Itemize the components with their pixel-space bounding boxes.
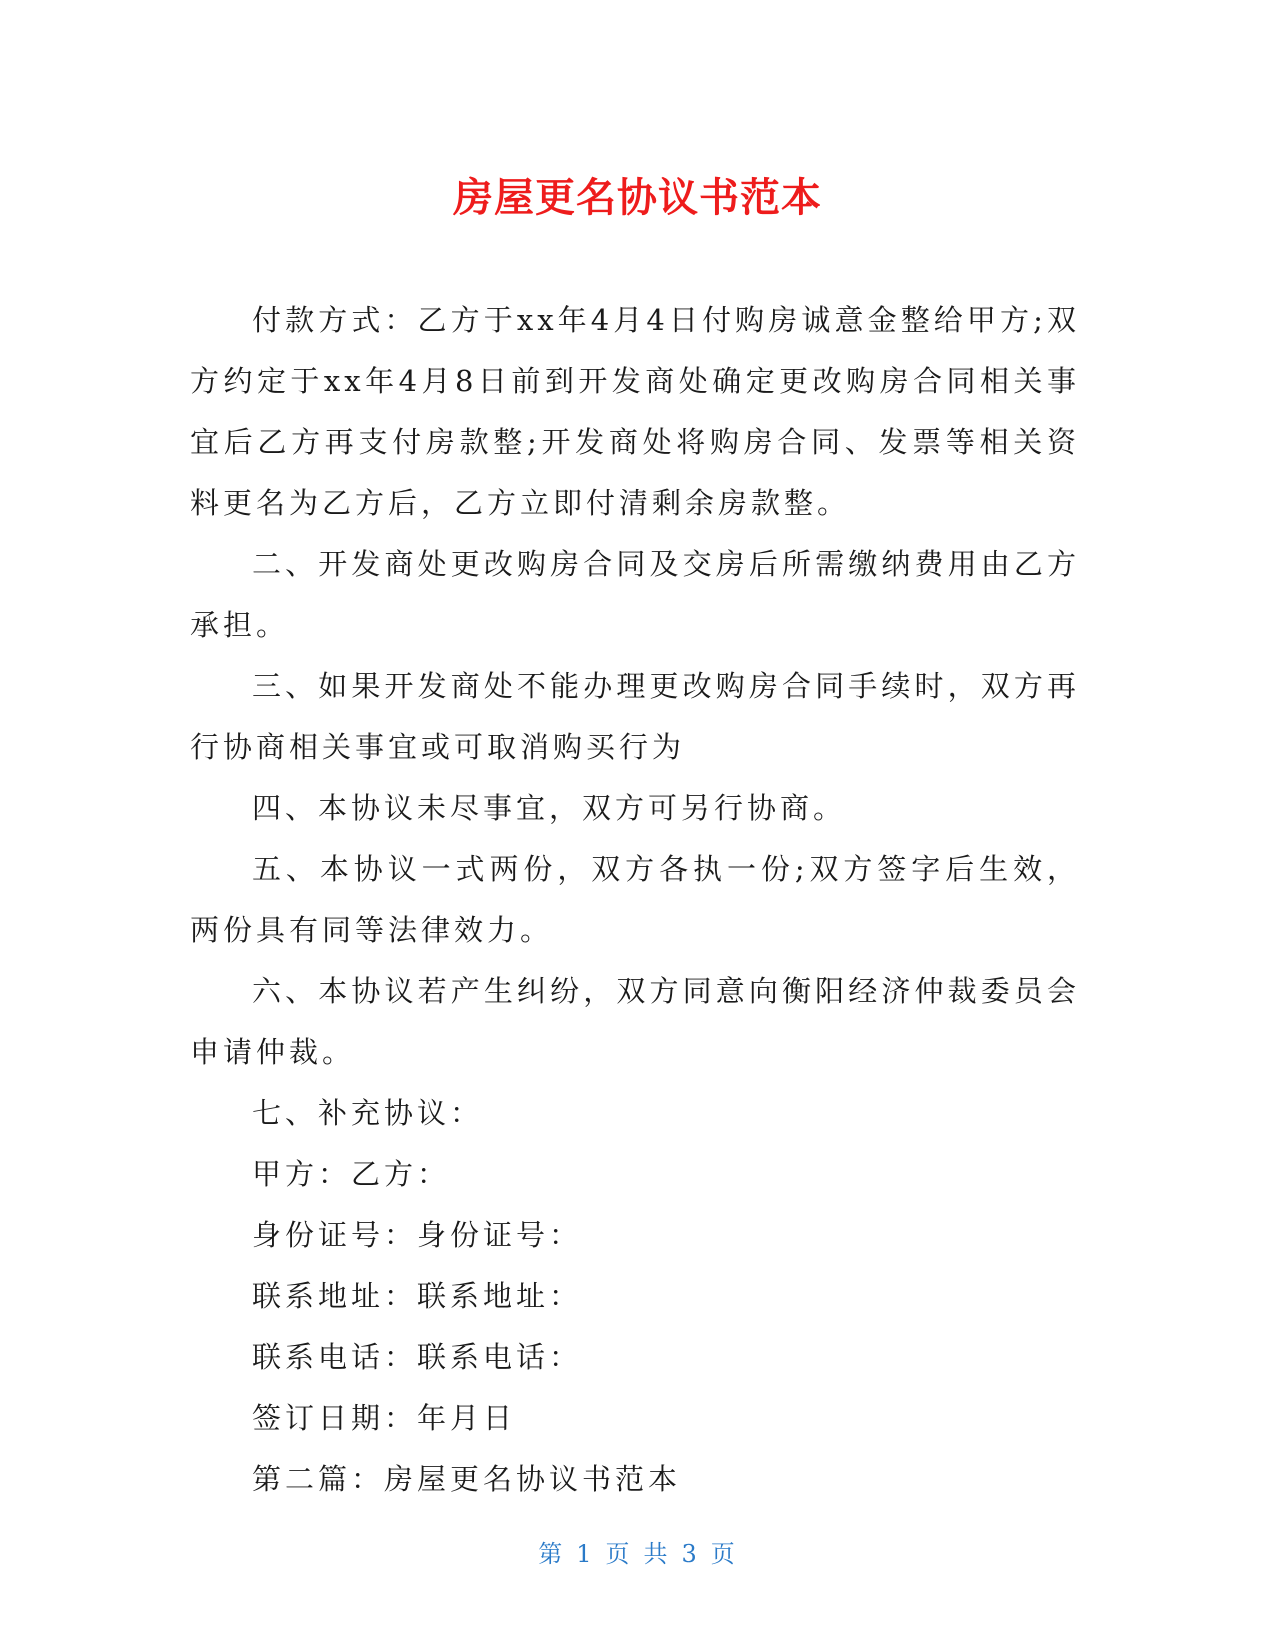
footer-total-suffix: 页 <box>710 1540 737 1568</box>
paragraph-clause-7: 七、补充协议： <box>252 1096 484 1130</box>
document-title: 房屋更名协议书范本 <box>453 175 822 221</box>
footer-current-page: 1 <box>576 1540 594 1568</box>
footer-page-word: 页 <box>605 1540 632 1568</box>
paragraph-clause-2: 二、开发商处更改购房合同及交房后所需缴纳费用由乙方承担。 <box>190 547 1080 642</box>
paragraph-clause-5: 五、本协议一式两份，双方各执一份;双方签字后生效，两份具有同等法律效力。 <box>190 852 1080 947</box>
paragraph-clause-6: 六、本协议若产生纠纷，双方同意向衡阳经济仲裁委员会申请仲裁。 <box>190 974 1080 1069</box>
page-footer <box>0 1534 1275 1569</box>
paragraph-clause-3: 三、如果开发商处不能办理更改购房合同手续时，双方再行协商相关事宜或可取消购买行为 <box>190 669 1080 764</box>
signature-id-line: 身份证号：身份证号： <box>252 1218 583 1252</box>
signature-address-line: 联系地址：联系地址： <box>252 1279 583 1313</box>
signature-date-line: 签订日期：年月日 <box>252 1401 517 1435</box>
second-article-heading: 第二篇：房屋更名协议书范本 <box>252 1462 682 1496</box>
footer-prefix: 第 <box>538 1540 565 1568</box>
signature-party-line: 甲方：乙方： <box>252 1157 451 1191</box>
paragraph-payment-method: 付款方式：乙方于xx年4月4日付购房诚意金整给甲方;双方约定于xx年4月8日前到开发商处确定更改购房合同相关事宜后乙方再支付房款整;开发商处将购房合同、发票等相关资料更名为乙方后，乙方立即付清剩余房款整。 <box>190 303 1080 520</box>
footer-total-pages: 3 <box>681 1540 699 1568</box>
paragraph-clause-4: 四、本协议未尽事宜，双方可另行协商。 <box>252 791 847 825</box>
signature-phone-line: 联系电话：联系电话： <box>252 1340 583 1374</box>
footer-total-prefix: 共 <box>643 1540 670 1568</box>
document-body <box>190 290 1080 1510</box>
